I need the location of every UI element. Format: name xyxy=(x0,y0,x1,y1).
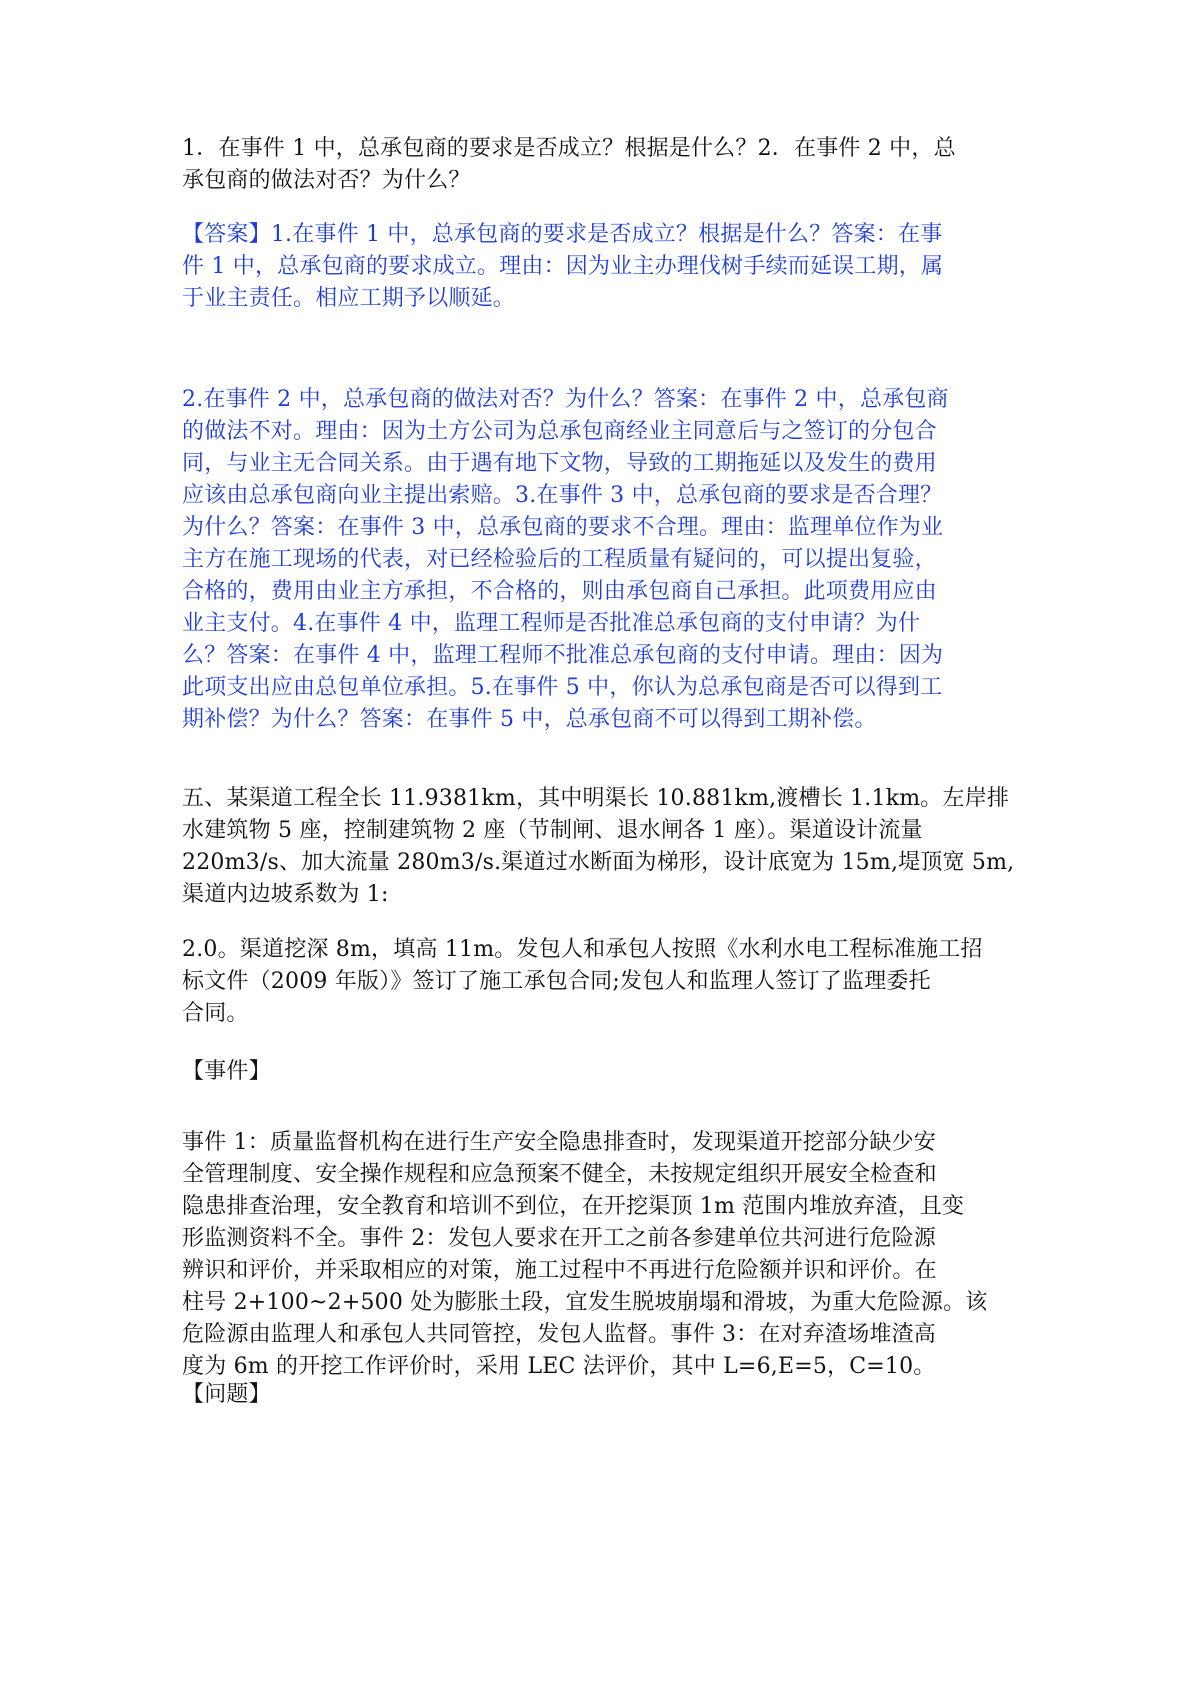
questions-heading: 【问题】 xyxy=(182,1382,271,1407)
answer-1-text: 1.在事件 1 中，总承包商的要求是否成立？根据是什么？答案：在事 件 1 中，总承包商的要求成立。理由：因为业主办理伐树手续而延误工期，属 于业主责任。相应工期予以顺延。 xyxy=(182,222,944,311)
events-heading: 【事件】 xyxy=(182,1059,271,1084)
case-5-intro: 五、某渠道工程全长 11.9381km，其中明渠长 10.881km,渡槽长 1.1km。左岸排 水建筑物 5 座，控制建筑物 2 座（节制闸、退水闸各 1 座）。渠道设计流量 220m3/s、加大流量 280m3/s.渠道过水断面为梯形，设计底宽为 15m,堤顶宽 5m, 渠道内边坡系数为 1: xyxy=(182,786,1015,907)
events-text: 事件 1：质量监督机构在进行生产安全隐患排查时，发现渠道开挖部分缺少安 全管理制度、安全操作规程和应急预案不健全，未按规定组织开展安全检查和 隐患排查治理，安全教育和培训不到位，在开挖渠顶 1m 范围内堆放弃渣，且变 形监测资料不全。事件 2：发包人要求在开工之前各参建单位共河进行危险源 辨识和评价，并采取相应的对策，施工过程中不再进行危险额并识和评价。在 柱号 2+100~2+500 处为膨胀土段，宜发生脱坡崩塌和滑坡，为重大危险源。该 危险源由监理人和承包人共同管控，发包人监督。事件 3：在对弃渣场堆渣高 度为 6m 的开挖工作评价时，采用 LEC 法评价，其中 L=6,E=5，C=10。 xyxy=(182,1130,988,1379)
answer-tag: 【答案】 xyxy=(182,222,271,247)
answer-1 xyxy=(182,219,1022,315)
answer-2: 2.在事件 2 中，总承包商的做法对否？为什么？答案：在事件 2 中，总承包商 的做法不对。理由：因为土方公司为总承包商经业主同意后与之签订的分包合 同，与业主无合同关系。由于遇有地下文物，导致的工期拖延以及发生的费用 应该由总承包商向业主提出索赔。3.在事件 3 中，总承包商的要求是否合理？ 为什么？答案：在事件 3 中，总承包商的要求不合理。理由：监理单位作为业 主方在施工现场的代表，对已经检验后的工程质量有疑问的，可以提出复验， 合格的，费用由业主方承担，不合格的，则由承包商自己承担。此项费用应由 业主支付。4.在事件 4 中，监理工程师是否批准总承包商的支付申请？为什 么？答案：在事件 4 中，监理工程师不批准总承包商的支付申请。理由：因为 此项支出应由总包单位承担。5.在事件 5 中，你认为总承包商是否可以得到工 期补偿？为什么？答案：在事件 5 中，总承包商不可以得到工期补偿。 xyxy=(182,387,949,732)
question-1: 1．在事件 1 中，总承包商的要求是否成立？根据是什么？2．在事件 2 中，总 承包商的做法对否？为什么？ xyxy=(182,136,956,193)
case-5-continued: 2.0。渠道挖深 8m，填高 11m。发包人和承包人按照《水利水电工程标准施工招 标文件（2009 年版）》签订了施工承包合同;发包人和监理人签订了监理委托 合同。 xyxy=(182,937,983,1026)
